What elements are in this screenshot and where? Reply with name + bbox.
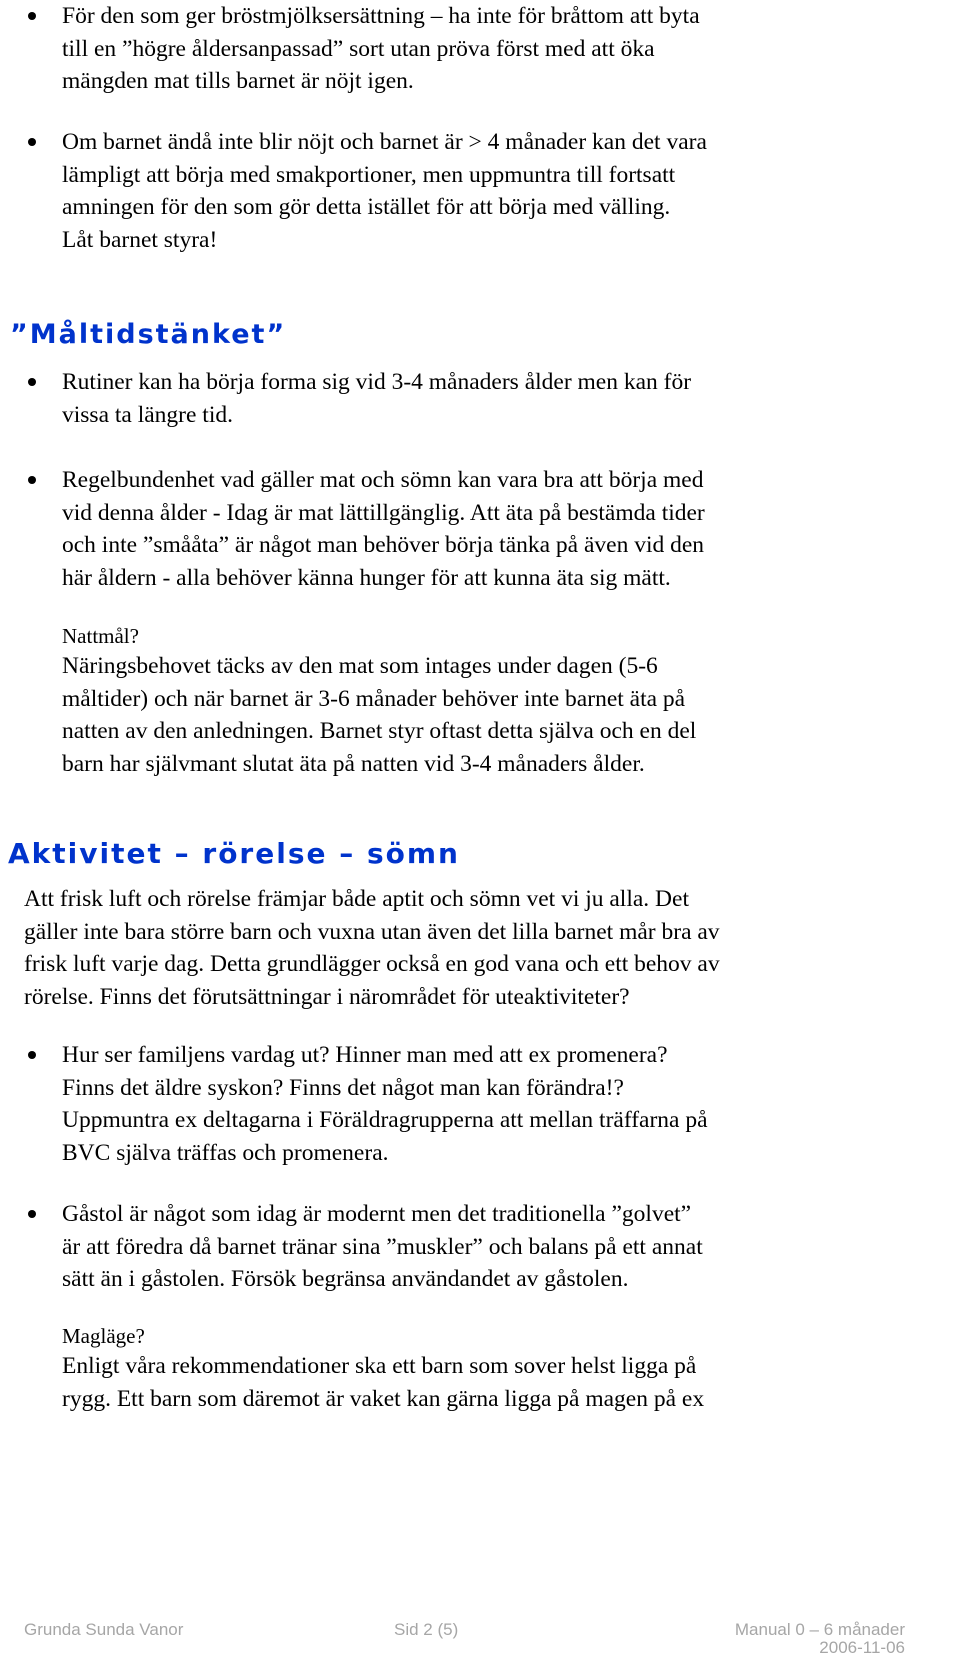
paragraph-maglage: Enligt våra rekommendationer ska ett barn som sover helst ligga på rygg. Ett barn som däremot är vaket kan gärna ligga på magen på ex	[62, 1353, 705, 1412]
section-heading-aktivitet: Aktivitet – rörelse – sömn	[8, 837, 460, 870]
list-item: Rutiner kan ha börja forma sig vid 3-4 månaders ålder men kan för vissa ta längre tid.	[62, 369, 692, 428]
paragraph-intro: Att frisk luft och rörelse främjar både aptit och sömn vet vi ju alla. Det gäller inte bara större barn och vuxna utan även det lilla barnet mår bra av frisk luft varje dag. Detta grundlägger också en god vana och ett behov av rörelse. Finns det förutsättningar i närområdet för uteaktiviteter?	[24, 886, 720, 1010]
list-item: För den som ger bröstmjölksersättning – ha inte för bråttom att byta till en ”högre åldersanpassad” sort utan pröva först med att öka mängden mat tills barnet är nöjt igen.	[62, 3, 700, 94]
bullet-icon	[28, 12, 36, 20]
footer-manual: Manual 0 – 6 månader	[734, 1620, 905, 1639]
footer-title: Grunda Sunda Vanor	[24, 1620, 184, 1639]
footer-page-number: Sid 2 (5)	[394, 1620, 459, 1639]
list-item: Om barnet ändå inte blir nöjt och barnet är > 4 månader kan det vara lämpligt att börja med smakportioner, men uppmuntra till fortsatt amningen för den som gör detta istället för att börja med välling. Låt barnet styra!	[62, 129, 707, 253]
footer-date: 2006-11-06	[819, 1638, 905, 1657]
bullet-icon	[28, 476, 36, 484]
list-item: Regelbundenhet vad gäller mat och sömn kan vara bra att börja med vid denna ålder - Idag är mat lättillgänglig. Att äta på bestämda tider och inte ”smååta” är något man behöver börja tänka på även vid den här åldern - alla behöver känna hunger för att kunna äta sig mätt.	[62, 467, 705, 591]
sub-heading-nattmal: Nattmål?	[62, 624, 139, 648]
sub-heading-maglage: Magläge?	[62, 1324, 145, 1348]
bullet-icon	[28, 1210, 36, 1218]
bullet-icon	[28, 378, 36, 386]
section-heading-maltidstanket: ”Måltidstänket”	[10, 319, 287, 350]
paragraph-nattmal: Näringsbehovet täcks av den mat som intages under dagen (5-6 måltider) och när barnet är 3-6 månader behöver inte barnet äta på natten av den anledningen. Barnet styr oftast detta själva och en del barn har självmant slutat äta på natten vid 3-4 månaders ålder.	[62, 653, 697, 777]
bullet-icon	[28, 1051, 36, 1059]
bullet-icon	[28, 138, 36, 146]
list-item: Hur ser familjens vardag ut? Hinner man med att ex promenera? Finns det äldre syskon? Finns det något man kan förändra!? Uppmuntra ex deltagarna i Föräldragrupperna att mellan träffarna på BVC själva träffas och promenera.	[62, 1042, 708, 1166]
list-item: Gåstol är något som idag är modernt men det traditionella ”golvet” är att föredra då barnet tränar sina ”muskler” och balans på ett annat sätt än i gåstolen. Försök begränsa användandet av gåstolen.	[62, 1201, 703, 1292]
